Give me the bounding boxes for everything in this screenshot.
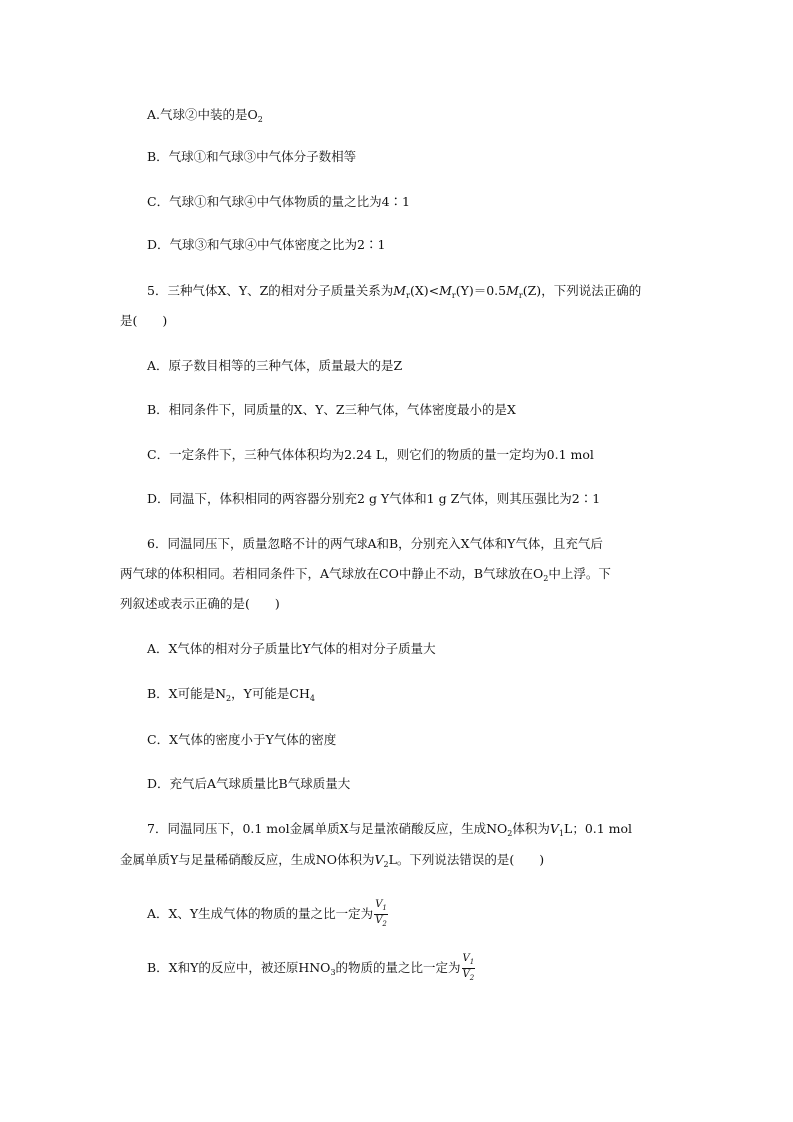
v-symbol: V	[375, 899, 383, 910]
fraction-numerator	[462, 953, 476, 969]
q5-stem-text: 5．三种气体X、Y、Z的相对分子质量关系为	[147, 283, 394, 298]
q6-stem-line2	[120, 566, 611, 587]
q6-optb-text: B．X可能是N	[147, 686, 227, 701]
subscript: r	[406, 291, 410, 300]
q6-line2-text: 两气球的体积相同。若相同条件下，A气球放在CO中静止不动，B气球放在O	[120, 566, 544, 581]
v-symbol: V	[462, 953, 470, 964]
q5-option-a: A．原子数目相等的三种气体，质量最大的是Z	[147, 358, 403, 373]
subscript: 2	[469, 974, 475, 982]
fraction-numerator	[374, 899, 388, 915]
subscript: 3	[330, 968, 336, 977]
fraction-v1-over-v2	[374, 899, 388, 930]
subscript: 2	[382, 920, 387, 928]
subscript: 2	[226, 694, 232, 703]
v-symbol: V	[549, 821, 559, 836]
subscript: 1	[382, 904, 387, 912]
q4-option-d: D．气球③和气球④中气体密度之比为2∶1	[147, 237, 386, 252]
q6-stem-line1: 6．同温同压下，质量忽略不计的两气球A和B，分别充入X气体和Y气体，且充气后	[147, 536, 603, 551]
q4-option-a-text: A.气球②中装的是O	[147, 107, 258, 122]
mr-symbol: M	[506, 283, 519, 298]
q5-stem-line2: 是( )	[120, 313, 168, 328]
fraction-denominator	[374, 915, 388, 930]
q5-y-text: (Y)＝0.5	[455, 283, 507, 298]
subscript: 2	[543, 574, 549, 583]
q5-x-text: (X)<	[409, 283, 440, 298]
subscript: 1	[558, 829, 565, 838]
q5-z-text: (Z)，下列说法正确的	[522, 283, 642, 298]
q7-line2-text2: L。下列说法错误的是( )	[388, 852, 545, 867]
subscript: r	[451, 291, 456, 300]
subscript: 2	[383, 860, 389, 869]
q6-stem-line3: 列叙述或表示正确的是( )	[120, 596, 280, 611]
fraction-v1-over-v2	[462, 953, 476, 984]
subscript: 2	[507, 829, 513, 838]
subscript: 1	[469, 958, 475, 966]
q7-line1-text3: L；0.1 mol	[564, 821, 633, 836]
q7-opta-text: A．X、Y生成气体的物质的量之比一定为	[147, 906, 374, 921]
q7-option-b	[147, 953, 475, 984]
q4-option-a	[147, 107, 263, 128]
v-symbol: V	[374, 852, 384, 867]
q5-option-c: C．一定条件下，三种气体体积均为2.24 L，则它们的物质的量一定均为0.1 mol	[147, 447, 594, 462]
q7-stem-line1	[147, 821, 632, 842]
q6-option-c: C．X气体的密度小于Y气体的密度	[147, 732, 337, 747]
q4-option-c: C．气球①和气球④中气体物质的量之比为4∶1	[147, 194, 410, 209]
q6-option-b	[147, 686, 315, 707]
q5-stem-line1	[147, 283, 641, 304]
v-symbol: V	[375, 915, 383, 926]
q5-option-d: D．同温下，体积相同的两容器分别充2 g Y气体和1 g Z气体，则其压强比为2∶1	[147, 491, 601, 506]
q6-option-d: D．充气后A气球质量比B气球质量大	[147, 776, 351, 791]
q5-option-b: B．相同条件下，同质量的X、Y、Z三种气体，气体密度最小的是X	[147, 402, 516, 417]
subscript: 2	[257, 115, 263, 124]
q6-optb-text2: ，Y可能是CH	[231, 686, 310, 701]
q7-line1-text2: 体积为	[512, 821, 550, 836]
q7-optb-text: B．X和Y的反应中，被还原HNO	[147, 960, 331, 975]
q7-optb-text2: 的物质的量之比一定为	[335, 960, 461, 975]
v-symbol: V	[462, 969, 470, 980]
q7-option-a	[147, 899, 388, 930]
q7-line2-text: 金属单质Y与足量稀硝酸反应，生成NO体积为	[120, 852, 375, 867]
q6-line2-end: 中上浮。下	[548, 566, 611, 581]
q7-line1-text: 7．同温同压下，0.1 mol金属单质X与足量浓硝酸反应，生成NO	[147, 821, 508, 836]
q6-option-a: A．X气体的相对分子质量比Y气体的相对分子质量大	[147, 641, 436, 656]
q7-stem-line2	[120, 852, 544, 873]
mr-symbol: M	[439, 283, 452, 298]
q4-option-b: B．气球①和气球③中气体分子数相等	[147, 149, 357, 164]
subscript: r	[518, 291, 523, 300]
mr-symbol: M	[393, 283, 407, 298]
subscript: 4	[309, 694, 315, 703]
fraction-denominator	[462, 969, 476, 984]
